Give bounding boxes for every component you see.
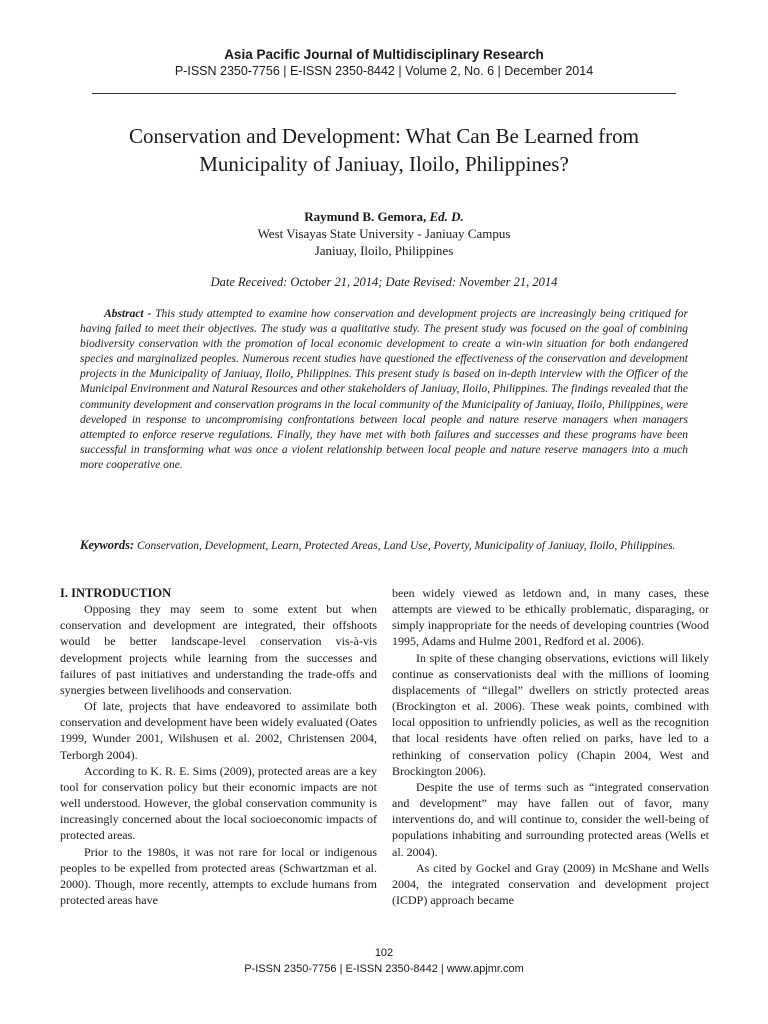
author-degree: Ed. D. bbox=[429, 209, 464, 224]
keywords-text: Conservation, Development, Learn, Protected Areas, Land Use, Poverty, Municipality of Janiuay, Iloilo, Philippines. bbox=[137, 540, 676, 552]
title-line-1: Conservation and Development: What Can Be Learned from bbox=[129, 124, 639, 148]
header-divider bbox=[92, 93, 676, 94]
author-block bbox=[0, 208, 768, 259]
paper-title bbox=[60, 122, 708, 178]
submission-dates: Date Received: October 21, 2014; Date Revised: November 21, 2014 bbox=[210, 275, 558, 289]
journal-header bbox=[0, 46, 768, 80]
author-line bbox=[0, 208, 768, 225]
section-heading-introduction: I. INTRODUCTION bbox=[60, 586, 172, 600]
journal-issn-line: P-ISSN 2350-7756 | E-ISSN 2350-8442 | Volume 2, No. 6 | December 2014 bbox=[174, 64, 594, 78]
title-line-2: Municipality of Janiuay, Iloilo, Philippines? bbox=[199, 152, 569, 176]
keywords bbox=[80, 538, 688, 554]
page-number: 102 bbox=[374, 947, 394, 959]
body-paragraph: According to K. R. E. Sims (2009), protected areas are a key tool for conservation policy but their economic impacts are not well understood. However, the global conservation community is increasingly concerned about the local socioeconomic impacts of protected areas. bbox=[60, 763, 377, 843]
journal-name: Asia Pacific Journal of Multidisciplinary Research bbox=[224, 47, 544, 62]
body-column-right bbox=[392, 585, 709, 908]
abstract-text: This study attempted to examine how conservation and development projects are increasingly being critiqued for having failed to meet their objectives. The study was a qualitative study. The present study was focused on the goal of combining biodiversity conservation with the promotion of local economic development to create a win-win situation for both endangered species and marginalized peoples. Numerous recent studies have questioned the effectiveness of the conservation and development projects in the Municipality of Janiuay, Iloilo, Philippines. This present study is based on in-depth interview with the Officer of the Municipal Environment and Natural Resources and other stakeholders of Janiuay, Iloilo, Philippines. The findings revealed that the community development and conservation programs in the local community of the Municipality of Janiuay, Iloilo, Philippines, were developed in response to uncompromising confrontations between local people and nature reserve managers when managers attempted to enforce reserve regulations. Finally, they have met with both failures and successes and these programs have been successful in transforming what was once a violent relationship between local people and nature reserve managers into a much more cooperative one. bbox=[80, 308, 688, 471]
body-paragraph: Of late, projects that have endeavored to assimilate both conservation and development have been widely evaluated (Oates 1999, Wunder 2001, Wilshusen et al. 2002, Christensen 2004, Terborgh 2004). bbox=[60, 699, 377, 762]
author-name: Raymund B. Gemora, bbox=[304, 209, 427, 224]
body-paragraph: As cited by Gockel and Gray (2009) in McShane and Wells 2004, the integrated conservation and development project (ICDP) approach became bbox=[392, 860, 709, 907]
keywords-label: Keywords: bbox=[80, 538, 135, 552]
body-paragraph: Despite the use of terms such as “integrated conservation and development” may have fallen out of favor, many interventions do, and will continue to, consider the well-being of populations inhabiting and surrounding protected areas (Wells et al. 2004). bbox=[392, 779, 709, 859]
body-paragraph: Prior to the 1980s, it was not rare for local or indigenous peoples to be expelled from protected areas (Schwartzman et al. 2000). Though, more recently, attempts to exclude humans from protected areas have bbox=[60, 844, 377, 907]
abstract-label: Abstract - bbox=[104, 308, 152, 320]
abstract bbox=[80, 307, 688, 473]
footer-issn-line: P-ISSN 2350-7756 | E-ISSN 2350-8442 | www.apjmr.com bbox=[244, 963, 524, 975]
body-paragraph: In spite of these changing observations, evictions will likely continue as conservationists deal with the millions of looming displacements of “illegal” dwellers on strictly protected areas (Brockington et al. 2006). These weak points, combined with local opposition to unfriendly policies, as well as the recognition that local residents have often relied on parks, have led to a rethinking of conservation policy (Chapin 2004, West and Brockington 2006). bbox=[392, 650, 709, 778]
body-column-left bbox=[60, 585, 377, 908]
body-paragraph-continued: been widely viewed as letdown and, in many cases, these attempts are viewed to be ethically problematic, disparaging, or simply inappropriate for the needs of developing countries (Wood 1995, Adams and Hulme 2001, Redford et al. 2006). bbox=[392, 586, 709, 649]
affiliation-line-2: Janiuay, Iloilo, Philippines bbox=[314, 243, 454, 258]
affiliation-line-1: West Visayas State University - Janiuay Campus bbox=[257, 226, 511, 241]
body-paragraph: Opposing they may seem to some extent but when conservation and development are integrated, their offshoots would be better landscape-level conservation vis-à-vis development projects while learning from the successes and failures of past initiatives and understanding the trade-offs and synergies between livelihoods and conservation. bbox=[60, 602, 377, 697]
